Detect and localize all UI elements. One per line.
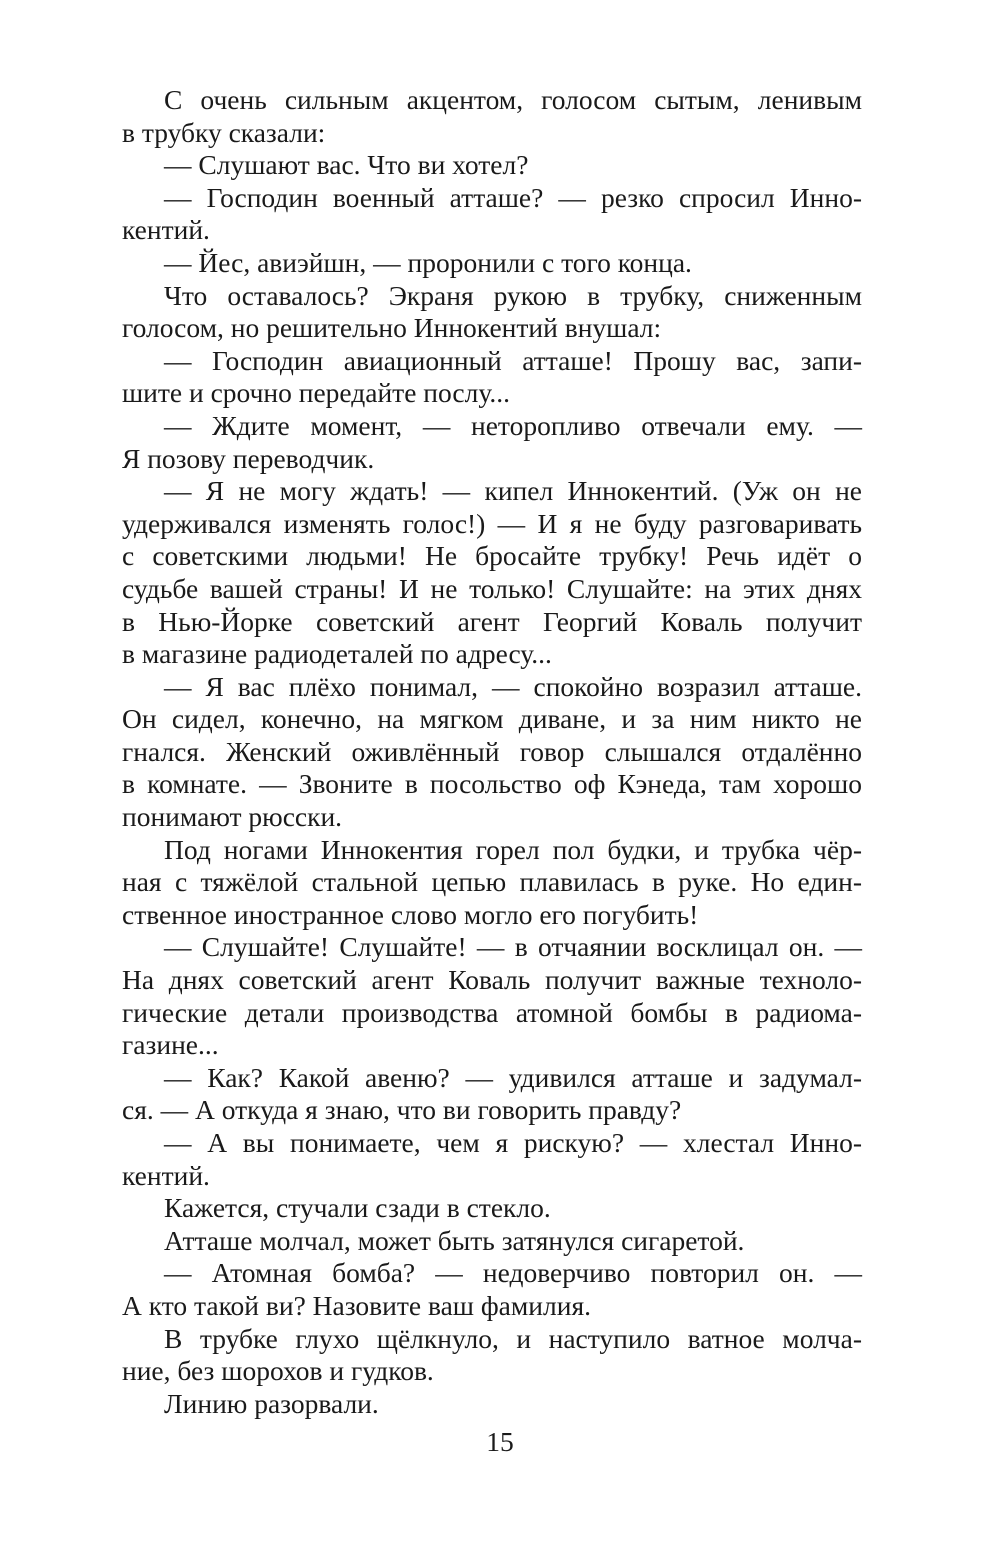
- text-line: в Нью-Йорке советский агент Георгий Коваль получит: [122, 605, 862, 637]
- page-body-text: [122, 84, 862, 1420]
- text-line: Что оставалось? Экраня рукою в трубку, сниженным: [164, 279, 862, 311]
- text-line: А кто такой ви? Назовите ваш фамилия.: [122, 1289, 591, 1321]
- text-line: удерживался изменять голос!) — И я не буду разговаривать: [122, 507, 862, 539]
- text-line: в трубку сказали:: [122, 116, 326, 148]
- text-line: Под ногами Иннокентия горел пол будки, и трубка чёр-: [164, 833, 862, 865]
- text-line: гнался. Женский оживлённый говор слышался отдалённо: [122, 735, 862, 767]
- text-line: ственное иностранное слово могло его погубить!: [122, 898, 699, 930]
- text-line: кентий.: [122, 214, 210, 246]
- text-line: понимают рюсски.: [122, 801, 343, 833]
- text-line: с советскими людьми! Не бросайте трубку! Речь идёт о: [122, 540, 862, 572]
- text-line: в магазине радиодеталей по адресу...: [122, 638, 552, 670]
- text-line: газине...: [122, 1029, 219, 1061]
- text-line: — Ждите момент, — неторопливо отвечали ему. —: [164, 409, 862, 441]
- text-line: Кажется, стучали сзади в стекло.: [164, 1192, 551, 1224]
- text-line: ние, без шорохов и гудков.: [122, 1355, 434, 1387]
- text-line: С очень сильным акцентом, голосом сытым, ленивым: [164, 84, 862, 115]
- text-line: в комнате. — Звоните в посольство оф Кэнеда, там хорошо: [122, 768, 862, 800]
- text-line: Он сидел, конечно, на мягком диване, и за ним никто не: [122, 703, 862, 735]
- text-line: — Господин авиационный атташе! Прошу вас, запи-: [164, 344, 862, 376]
- text-line: — Слушайте! Слушайте! — в отчаянии восклицал он. —: [164, 931, 862, 963]
- text-line: — Атомная бомба? — недоверчиво повторил он. —: [164, 1257, 862, 1289]
- text-line: судьбе вашей страны! И не только! Слушайте: на этих днях: [122, 572, 862, 604]
- text-line: В трубке глухо щёлкнуло, и наступило ватное молча-: [164, 1322, 862, 1354]
- text-line: — А вы понимаете, чем я рискую? — хлестал Инно-: [164, 1127, 862, 1158]
- text-line: ся. — А откуда я знаю, что ви говорить правду?: [122, 1094, 682, 1126]
- text-line: На днях советский агент Коваль получит важные техноло-: [122, 964, 862, 996]
- text-line: Я позову переводчик.: [122, 442, 375, 474]
- text-line: — Я вас плёхо понимал, — спокойно возразил атташе.: [164, 670, 862, 702]
- text-line: кентий.: [122, 1159, 210, 1191]
- text-line: — Я не могу ждать! — кипел Иннокентий. (Уж он не: [164, 475, 862, 507]
- text-line: — Господин военный атташе? — резко спросил Инно-: [164, 181, 862, 213]
- text-line: голосом, но решительно Иннокентий внушал:: [122, 312, 662, 344]
- text-line: — Слушают вас. Что ви хотел?: [164, 149, 529, 181]
- text-line: Линию разорвали.: [164, 1387, 379, 1419]
- text-line: — Как? Какой авеню? — удивился атташе и задумал-: [164, 1061, 862, 1093]
- text-line: ная с тяжёлой стальной цепью плавилась в руке. Но един-: [122, 866, 862, 898]
- text-line: Атташе молчал, может быть затянулся сигаретой.: [164, 1224, 745, 1256]
- page-number: 15: [486, 1426, 514, 1457]
- text-line: — Йес, авиэйшн, — проронили с того конца.: [164, 246, 692, 278]
- text-line: шите и срочно передайте послу...: [122, 377, 510, 409]
- text-line: гические детали производства атомной бомбы в радиома-: [122, 996, 862, 1028]
